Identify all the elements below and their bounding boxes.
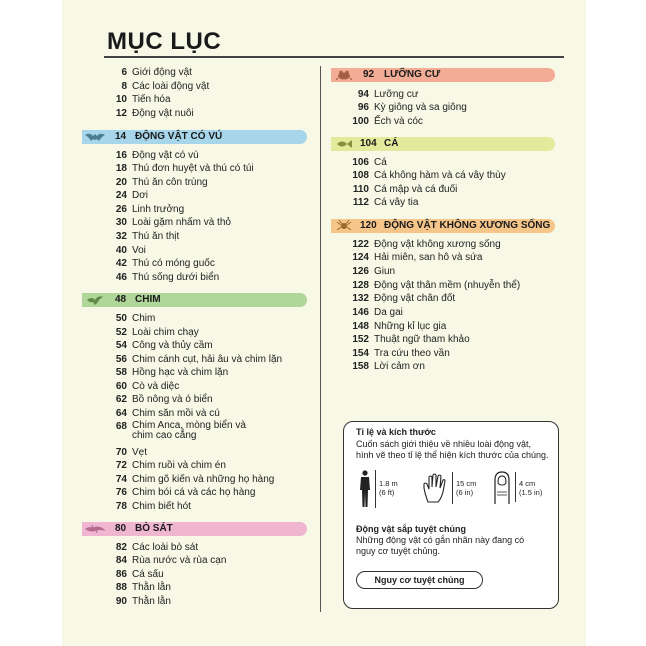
- toc-entry[interactable]: 16 Động vật có vú: [115, 150, 199, 161]
- toc-entry[interactable]: 18 Thú đơn huyệt và thú có túi: [115, 163, 254, 174]
- hand-scale-line: [452, 472, 453, 504]
- toc-entry[interactable]: 84 Rùa nước và rùa cạn: [115, 555, 227, 566]
- toc-entry[interactable]: 24 Dơi: [115, 190, 149, 201]
- toc-entry[interactable]: 76 Chim bói cá và các họ hàng: [115, 487, 256, 498]
- hand-size-imperial: (6 in): [456, 488, 474, 497]
- human-height-imperial: (6 ft): [379, 488, 395, 497]
- bird-icon: [82, 293, 108, 307]
- endangered-text-line-1: Những động vật có gắn nhãn này đang có: [356, 535, 525, 545]
- toc-entry[interactable]: 108 Cá không hàm và cá vây thùy: [352, 170, 506, 181]
- toc-entry[interactable]: 132 Động vật chân đốt: [352, 293, 456, 304]
- toc-entry[interactable]: 122 Động vật không xương sống: [352, 239, 501, 250]
- section-title: ĐỘNG VẬT CÓ VÚ: [135, 131, 223, 142]
- section-page: 104: [360, 138, 377, 149]
- section-title: BÒ SÁT: [135, 523, 173, 534]
- title-rule: [104, 56, 564, 58]
- toc-entry[interactable]: 10 Tiến hóa: [115, 94, 171, 105]
- frog-icon: [331, 68, 357, 82]
- scale-text-line-2: hình vẽ theo tỉ lệ thể hiện kích thước của chúng.: [356, 450, 549, 460]
- toc-entry[interactable]: 78 Chim biết hót: [115, 501, 191, 512]
- hand-icon: [422, 472, 450, 504]
- toc-entry[interactable]: 30 Loài gặm nhấm và thỏ: [115, 217, 231, 228]
- finger-size-imperial: (1.5 in): [519, 488, 543, 497]
- section-bar-reptiles[interactable]: [82, 522, 307, 536]
- toc-entry[interactable]: 72 Chim ruồi và chim én: [115, 460, 226, 471]
- toc-entry[interactable]: 148 Những kỉ lục gia: [352, 321, 447, 332]
- finger-scale-line: [515, 472, 516, 502]
- toc-entry[interactable]: 58 Hồng hạc và chim lặn: [115, 367, 229, 378]
- bat-icon: [82, 130, 108, 144]
- toc-entry[interactable]: 42 Thú có móng guốc: [115, 258, 215, 269]
- toc-entry[interactable]: 40 Voi: [115, 245, 146, 256]
- toc-entry[interactable]: 6 Giới động vật: [121, 67, 192, 78]
- toc-entry[interactable]: 64 Chim săn mồi và cú: [115, 408, 220, 419]
- section-title: ĐỘNG VẬT KHÔNG XƯƠNG SỐNG: [384, 220, 551, 231]
- toc-entry[interactable]: 46 Thú sống dưới biển: [115, 272, 220, 283]
- column-divider: [320, 66, 321, 612]
- toc-entry[interactable]: 54 Công và thủy cầm: [115, 340, 213, 351]
- section-title: CHIM: [135, 294, 161, 305]
- toc-entry[interactable]: 110 Cá mập và cá đuối: [352, 184, 458, 195]
- finger-size: 4 cm: [519, 479, 536, 488]
- section-page: 80: [115, 523, 127, 534]
- human-height: 1.8 m: [379, 479, 398, 488]
- toc-entry[interactable]: 12 Động vật nuôi: [115, 108, 194, 119]
- section-page: 120: [360, 220, 377, 231]
- toc-entry[interactable]: 90 Thằn lằn: [115, 596, 171, 607]
- toc-entry[interactable]: 96 Kỳ giông và sa giông: [357, 102, 467, 113]
- toc-entry[interactable]: 26 Linh trưởng: [115, 204, 185, 215]
- toc-entry[interactable]: 154 Tra cứu theo vần: [352, 348, 450, 359]
- toc-entry[interactable]: 50 Chim: [115, 313, 156, 324]
- toc-entry[interactable]: 82 Các loài bò sát: [115, 542, 199, 553]
- section-page: 92: [363, 69, 375, 80]
- toc-entry[interactable]: 126 Giun: [352, 266, 396, 277]
- finger-icon: [492, 470, 512, 504]
- toc-entry[interactable]: 32 Thú ăn thịt: [115, 231, 180, 242]
- section-page: 48: [115, 294, 127, 305]
- toc-entry[interactable]: 128 Động vật thân mềm (nhuyễn thể): [352, 280, 521, 291]
- toc-entry[interactable]: 8 Các loài động vật: [121, 81, 210, 92]
- fish-icon: [331, 137, 357, 151]
- toc-entry[interactable]: 20 Thú ăn côn trùng: [115, 177, 208, 188]
- section-bar-birds[interactable]: [82, 293, 307, 307]
- section-title: CÁ: [384, 138, 399, 149]
- toc-entry[interactable]: 62 Bồ nông và ó biển: [115, 394, 213, 405]
- lizard-icon: [82, 522, 108, 536]
- page-title: MỤC LỤC: [107, 28, 222, 55]
- toc-entry[interactable]: 146 Da gai: [352, 307, 403, 318]
- scale-text-line-1: Cuốn sách giới thiệu về nhiều loài động vật,: [356, 439, 532, 449]
- section-bar-amphibians[interactable]: [331, 68, 555, 82]
- toc-entry[interactable]: 56 Chim cánh cụt, hải âu và chim lặn: [115, 354, 283, 365]
- section-bar-mammals[interactable]: [82, 130, 307, 144]
- toc-entry[interactable]: 158 Lời cảm ơn: [352, 361, 425, 372]
- human-scale-line: [375, 470, 376, 508]
- toc-page: [62, 0, 586, 646]
- section-bar-fish[interactable]: [331, 137, 555, 151]
- toc-entry[interactable]: 70 Vẹt: [115, 447, 148, 458]
- endangered-heading: Động vật sắp tuyệt chủng: [356, 524, 467, 534]
- endangered-text-line-2: nguy cơ tuyệt chủng.: [356, 546, 440, 556]
- scale-info-box: [343, 421, 559, 609]
- toc-entry[interactable]: 106 Cá: [352, 157, 387, 168]
- hand-size: 15 cm: [456, 479, 477, 488]
- toc-entry[interactable]: 86 Cá sấu: [115, 569, 164, 580]
- toc-entry[interactable]: 100 Ếch và cóc: [352, 116, 423, 127]
- toc-entry[interactable]: 74 Chim gõ kiến và những họ hàng: [115, 474, 275, 485]
- toc-entry[interactable]: 152 Thuật ngữ tham khảo: [352, 334, 470, 345]
- scale-heading: Tỉ lệ và kích thước: [356, 427, 436, 437]
- toc-entry[interactable]: 52 Loài chim chạy: [115, 327, 199, 338]
- human-silhouette-icon: [358, 470, 372, 508]
- toc-entry[interactable]: 60 Cò và diệc: [115, 381, 180, 392]
- toc-entry[interactable]: 88 Thằn lằn: [115, 582, 171, 593]
- section-title: LƯỠNG CƯ: [384, 69, 441, 80]
- endangered-badge: Nguy cơ tuyệt chủng: [356, 571, 483, 589]
- toc-entry[interactable]: 68 Chim Anca, mòng biển và chim cao cẳng: [115, 420, 246, 441]
- toc-entry[interactable]: 124 Hải miên, san hô và sứa: [352, 252, 483, 263]
- toc-entry[interactable]: 112 Cá vây tia: [352, 197, 419, 208]
- spider-icon: [331, 219, 357, 233]
- toc-entry[interactable]: 94 Lưỡng cư: [357, 89, 419, 100]
- section-page: 14: [115, 131, 127, 142]
- section-bar-invertebrates[interactable]: [331, 219, 555, 233]
